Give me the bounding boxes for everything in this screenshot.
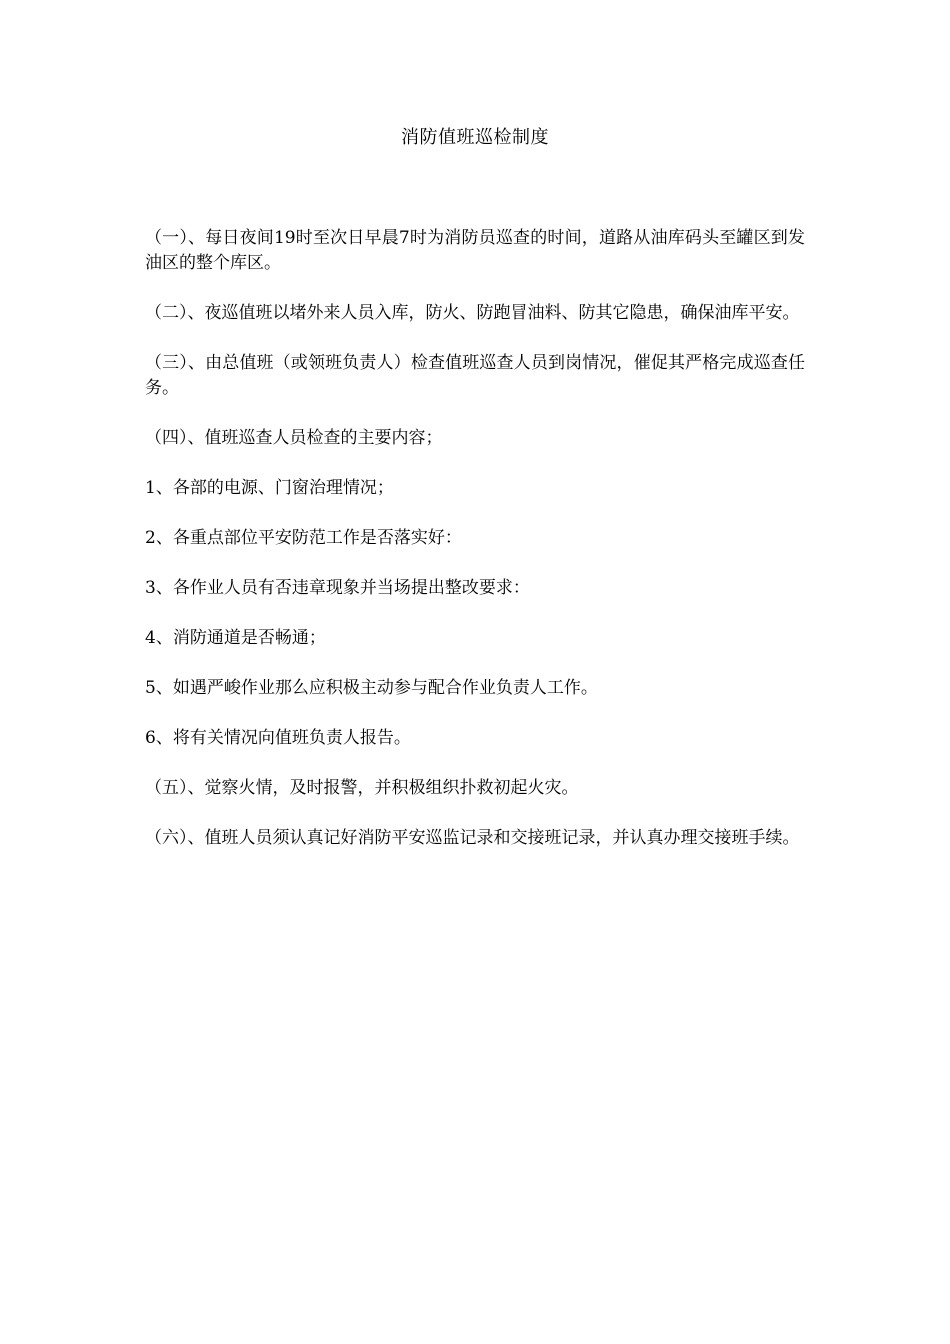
paragraph-5: （五）、觉察火情，及时报警，并积极组织扑救初起火灾。 bbox=[145, 778, 579, 798]
list-item-5: 5、如遇严峻作业那么应积极主动参与配合作业负责人工作。 bbox=[145, 678, 598, 698]
paragraph-6: （六）、值班人员须认真记好消防平安巡监记录和交接班记录，并认真办理交接班手续。 bbox=[145, 828, 800, 848]
list-item-1: 1、各部的电源、门窗治理情况； bbox=[145, 478, 394, 498]
list-item-4: 4、消防通道是否畅通； bbox=[145, 628, 326, 648]
list-item-2: 2、各重点部位平安防范工作是否落实好： bbox=[145, 528, 462, 548]
list-item-6: 6、将有关情况向值班负责人报告。 bbox=[145, 728, 411, 748]
document-title: 消防值班巡检制度 bbox=[401, 127, 549, 148]
list-item-3: 3、各作业人员有否违章现象并当场提出整改要求： bbox=[145, 578, 530, 598]
paragraph-1: （一）、每日夜间19时至次日早晨7时为消防员巡查的时间，道路从油库码头至罐区到发油区的整个库区。 bbox=[145, 228, 805, 273]
paragraph-3: （三）、由总值班（或领班负责人）检查值班巡查人员到岗情况，催促其严格完成巡查任务。 bbox=[145, 353, 805, 398]
document-body bbox=[145, 226, 805, 876]
paragraph-4: （四）、值班巡查人员检查的主要内容； bbox=[145, 428, 443, 448]
paragraph-2: （二）、夜巡值班以堵外来人员入库，防火、防跑冒油料、防其它隐患，确保油库平安。 bbox=[145, 303, 800, 323]
